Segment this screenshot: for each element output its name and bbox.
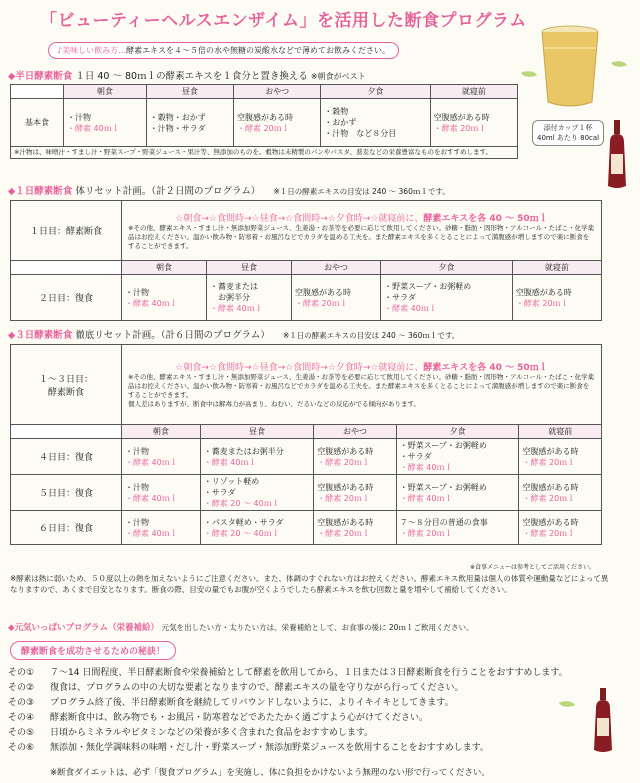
blank-header [11,85,64,99]
day1-3-plan [122,345,602,425]
list-item: その⑥ 無添加・無化学調味料の味噌・だし汁・野菜スープ・無添加野菜ジュースを飲用することをおすすめします。 [8,743,489,753]
half-day-best: ※朝食がベスト [310,72,366,81]
col-header: 朝食 [64,85,147,99]
table-cell: 空腹感がある時 ・酵素 20ｍｌ [314,475,397,511]
three-day-table [10,344,602,545]
col-header: 就寝前 [519,425,602,439]
day1-plan [122,201,602,261]
table-cell: 空腹感がある時 ・酵素 20ｍｌ [314,511,397,545]
table-cell: ・汁物 ・酵素 40ｍｌ [122,275,207,321]
flow: ☆朝食→☆食間時→☆昼食→☆食間時→☆夕食時→☆就寝前に、 [175,213,424,224]
col-header: 夕食 [381,261,513,275]
one-day-heading: ◆１日酵素断食 [8,186,73,197]
flow-amount: 酵素エキスを各 40 ～ 50ｍｌ [423,363,548,373]
row-label: 基本食 [11,99,64,147]
half-day-heading-row [8,68,366,82]
flow-note-2: 個人差はありますが、断食中は解毒力が高まり、ねむい、だるいなどの反応がでる傾向があります。 [128,400,420,408]
bottle-image [604,120,630,190]
list-item: その② 復食は、プログラムの中の大切な要素となりますので、酵素エキスの量を守りながら行ってください。 [8,683,464,693]
table-cell: ・汁物 ・酵素 40ｍｌ [122,475,201,511]
day1-3-label: １～３日目： 酵素断食 [11,345,122,425]
one-day-desc: 体リセット計画。（計２日間のプログラム） [75,186,261,197]
list-item: その③ プログラム終了後、半日酵素断食を継続してリバウンドしないように、よりイキイキとしてきます。 [8,698,454,708]
page-title: 「ビューティーヘルスエンザイム」を活用した断食プログラム [40,11,527,31]
genki-text: 元気を出したい方・太りたい方は、栄養補給として、お食事の後に 20ｍｌご飲用ください。 [161,623,474,632]
table-cell: ・蕎麦またはお粥半分 ・酵素 40ｍｌ [200,439,314,475]
col-header: おやつ [233,85,320,99]
blank-header [11,261,122,275]
list-item: その④ 酵素断食中は、飲み物でも・お風呂・防寒着などであたたかく過ごすよう心がけてください。 [8,713,429,723]
table-cell: ・汁物 ・酵素 40ｍｌ [122,511,201,545]
three-day-desc: 徹底リセット計画。（計６日間のプログラム） [75,330,270,341]
table-cell: ・リゾット軽め ・サラダ ・酵素 20 ～ 40ｍｌ [200,475,314,511]
flow-amount: 酵素エキスを各 40 ～ 50ｍｌ [423,213,548,224]
row-label: ５日目：復食 [11,475,122,511]
half-day-table [10,84,518,159]
half-day-heading: ◆半日酵素断食 [8,71,73,82]
table-cell: ・パスタ軽め・サラダ ・酵素 20 ～ 40ｍｌ [200,511,314,545]
table-cell: ７～８分目の普通の食事 ・酵素 20ｍｌ [396,511,519,545]
col-header: 夕食 [321,85,430,99]
col-header: おやつ [292,261,381,275]
table-cell: 空腹感がある時 ・酵素 20ｍｌ [519,439,602,475]
row-label: ４日目：復食 [11,439,122,475]
day1-label: １日目：酵素断食 [11,201,122,261]
col-header: 朝食 [122,261,207,275]
table-cell: ・野菜スープ・お粥軽め ・サラダ ・酵素 40ｍｌ [396,439,519,475]
col-header: 昼食 [146,85,233,99]
table-cell: 空腹感がある時 ・酵素 20ｍｌ [233,99,320,147]
cup-note: 添付カップ１杯 40ml あたり 80cal [532,120,604,146]
half-day-desc: １日 40 ～ 80ｍｌの酵素エキスを１食分と置き換える [75,71,308,82]
table-cell: ・穀物 ・おかず ・汁物 など８分目 [321,99,430,147]
table-cell: 空腹感がある時 ・酵素 20ｍｌ [314,439,397,475]
secrets-title: 酵素断食を成功させるための秘訣！ [10,641,176,660]
genki-heading: ◆元気いっぱいプログラム（栄養補給） [8,623,159,633]
table-cell: ・汁物 ・酵素 40ｍｌ [122,439,201,475]
three-day-heading: ◆３日酵素断食 [8,330,73,341]
half-day-note: ※汁物は、味噌汁・すまし汁・野菜スープ・野菜ジュース・果汁等、無添加のものを。穀物は未精製のパンやパスタ、蕎麦などの栄養豊富なものをおすすめします。 [11,147,518,159]
secrets-list [8,666,568,756]
table-cell: 空腹感がある時 ・酵素 20ｍｌ [519,475,602,511]
table-cell: ・汁物 ・酵素 40ｍｌ [64,99,147,147]
flow-note: ※その他、酵素エキス・すまし汁・無添加野菜ジュース、生姜湯・お茶等を必要に応じて飲用してください。砂糖・脂肪・固形物・アルコール・たばこ・化学薬品はお控えください。温かい飲み物・防寒着・お風呂などでカラダを温める工夫を。また酵素エキスを多くとることによって満腹感が増しますので楽に断食をすることができます。 [128,373,595,399]
col-header: 就寝前 [430,85,517,99]
table-cell: ・蕎麦または お粥半分 ・酵素 40ｍｌ [207,275,292,321]
leaf-decoration [611,58,627,70]
caution-note: ※酵素は熱に弱いため、５０度以上の熱を加えないようにご注意ください。また、体調のすぐれない方はお控えください。酵素エキス飲用量は個人の体質や運動量などによって異なりますので、あくまで目安となります。断食の際、目安の量でもお腹が空くようでしたら酵素エキスを飲む回数と量を増やして補給してください。 [10,574,609,594]
list-item: その⑤ 日頃からミネラルやビタミンなどの栄養が多く含まれた食品をおすすめします。 [8,728,374,738]
bottle-image [590,688,616,754]
col-header: 就寝前 [512,261,601,275]
juice-glass-image [528,18,612,110]
table-cell: ・穀物・おかず ・汁物・サラダ [146,99,233,147]
drinking-tip-label: ♪美味しい飲み方… [57,46,127,55]
drinking-tip-text: 酵素エキスを４～５倍の水や無糖の炭酸水などで薄めてお飲みください。 [126,46,390,55]
one-day-note-right: ※１日の酵素エキスの目安は 240 ～ 360ｍｌです。 [273,187,450,196]
flow-note: ※その他、酵素エキス・すまし汁・無添加野菜ジュース、生姜湯・お茶等を必要に応じて飲用してください。砂糖・脂肪・固形物・アルコール・たばこ・化学薬品はお控えください。温かい飲み物・防寒着・お風呂などでカラダを温める工夫を。また酵素エキスを多くとることによって満腹感が増しますので楽に断食をすることができます。 [128,223,595,250]
col-header: 夕食 [396,425,519,439]
table-cell: 空腹感がある時 ・酵素 20ｍｌ [430,99,517,147]
drinking-tip [48,42,399,59]
col-header: 朝食 [122,425,201,439]
table-cell: 空腹感がある時 ・酵素 20ｍｌ [512,275,601,321]
row-label: ６日目：復食 [11,511,122,545]
three-day-heading-row [8,327,459,341]
flow: ☆朝食→☆食間時→☆昼食→☆食間時→☆夕食時→☆就寝前に、 [175,363,424,373]
one-day-heading-row [8,183,450,197]
three-day-note-right: ※１日の酵素エキスの目安は 240 ～ 360ｍｌです。 [282,331,460,340]
col-header: おやつ [314,425,397,439]
col-header: 昼食 [200,425,314,439]
table-cell: ・野菜スープ・お粥軽め ・酵素 40ｍｌ [396,475,519,511]
menu-reference-note: ※食事メニューは参考としてご活用ください。 [470,564,596,571]
list-item: その① ７～14 日間程度、半日酵素断食や栄養補給として酵素を飲用してから、１日または３日酵素断食を行うことをおすすめします。 [8,668,568,678]
day2-label: ２日目：復食 [11,275,122,321]
blank-header [11,425,122,439]
col-header: 昼食 [207,261,292,275]
table-cell: ・野菜スープ・お粥軽め ・サラダ ・酵素 40ｍｌ [381,275,513,321]
table-cell: 空腹感がある時 ・酵素 20ｍｌ [519,511,602,545]
final-note: ※断食ダイエットは、必ず「復食プログラム」を実施し、体に負担をかけないよう無理のない形で行ってください。 [50,768,490,778]
one-day-table [10,200,602,321]
table-cell: 空腹感がある時 ・酵素 20ｍｌ [292,275,381,321]
genki-row [8,621,473,633]
